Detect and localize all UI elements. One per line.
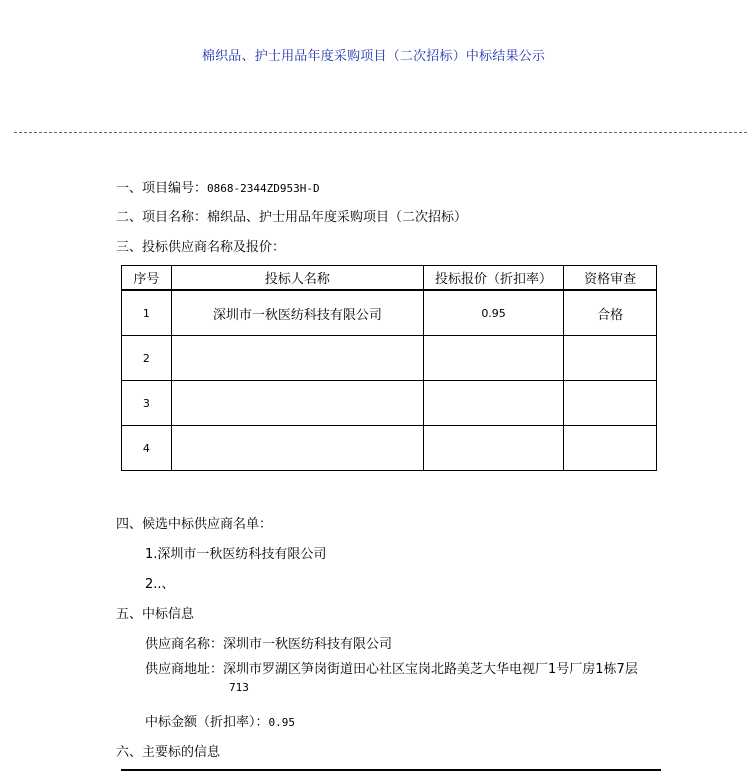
page-title: 棉织品、护士用品年度采购项目（二次招标）中标结果公示: [201, 49, 546, 64]
row-review: [564, 336, 657, 381]
row-review: [564, 426, 657, 471]
row-no: 4: [122, 426, 172, 471]
supplier-name: 供应商名称：深圳市一秋医纺科技有限公司: [145, 637, 393, 652]
row-bidder: [171, 426, 423, 471]
supplier-address-value: 深圳市罗湖区笋岗街道田心社区宝岗北路美芝大华电视厂1号厂房1栋7层: [223, 662, 638, 677]
table-header-row: [122, 266, 657, 291]
project-name: 二、项目名称：棉织品、护士用品年度采购项目（二次招标）: [116, 210, 468, 225]
candidate-1: 1.深圳市一秋医纺科技有限公司: [145, 547, 327, 562]
row-price: [423, 336, 564, 381]
row-review: [564, 381, 657, 426]
table-row: [122, 290, 657, 336]
bidders-heading: 三、投标供应商名称及报价：: [116, 240, 286, 255]
bidders-table: [121, 265, 657, 471]
bottom-table-border: [121, 769, 661, 771]
award-amount-value: 0.95: [268, 716, 296, 729]
row-no: 2: [122, 336, 172, 381]
header-bidder: 投标人名称: [171, 266, 423, 291]
row-no: 3: [122, 381, 172, 426]
supplier-address: [145, 661, 705, 697]
table-row: [122, 381, 657, 426]
award-heading: 五、中标信息: [116, 607, 195, 622]
award-amount-label: 中标金额（折扣率）：: [145, 715, 269, 730]
award-amount: [145, 711, 295, 730]
row-price: [423, 381, 564, 426]
candidate-2: 2..、: [145, 577, 175, 592]
row-price: [423, 426, 564, 471]
header-price: 投标报价（折扣率）: [423, 266, 564, 291]
header-review: 资格审查: [564, 266, 657, 291]
row-bidder: 深圳市一秋医纺科技有限公司: [171, 290, 423, 336]
header-divider: [14, 132, 747, 133]
row-bidder: [171, 381, 423, 426]
table-row: [122, 336, 657, 381]
header-no: 序号: [122, 266, 172, 291]
project-number-value: 0868-2344ZD953H-D: [207, 182, 320, 195]
table-row: [122, 426, 657, 471]
main-info-heading: 六、主要标的信息: [116, 745, 221, 760]
row-price: 0.95: [423, 290, 564, 336]
candidates-heading: 四、候选中标供应商名单：: [116, 517, 273, 532]
row-review: 合格: [564, 290, 657, 336]
row-no: 1: [122, 290, 172, 336]
supplier-address-suffix: 713: [229, 681, 249, 694]
project-number-label: 一、项目编号：: [116, 181, 208, 196]
project-number: [116, 177, 320, 196]
row-bidder: [171, 336, 423, 381]
supplier-address-label: 供应商地址：: [145, 662, 224, 677]
